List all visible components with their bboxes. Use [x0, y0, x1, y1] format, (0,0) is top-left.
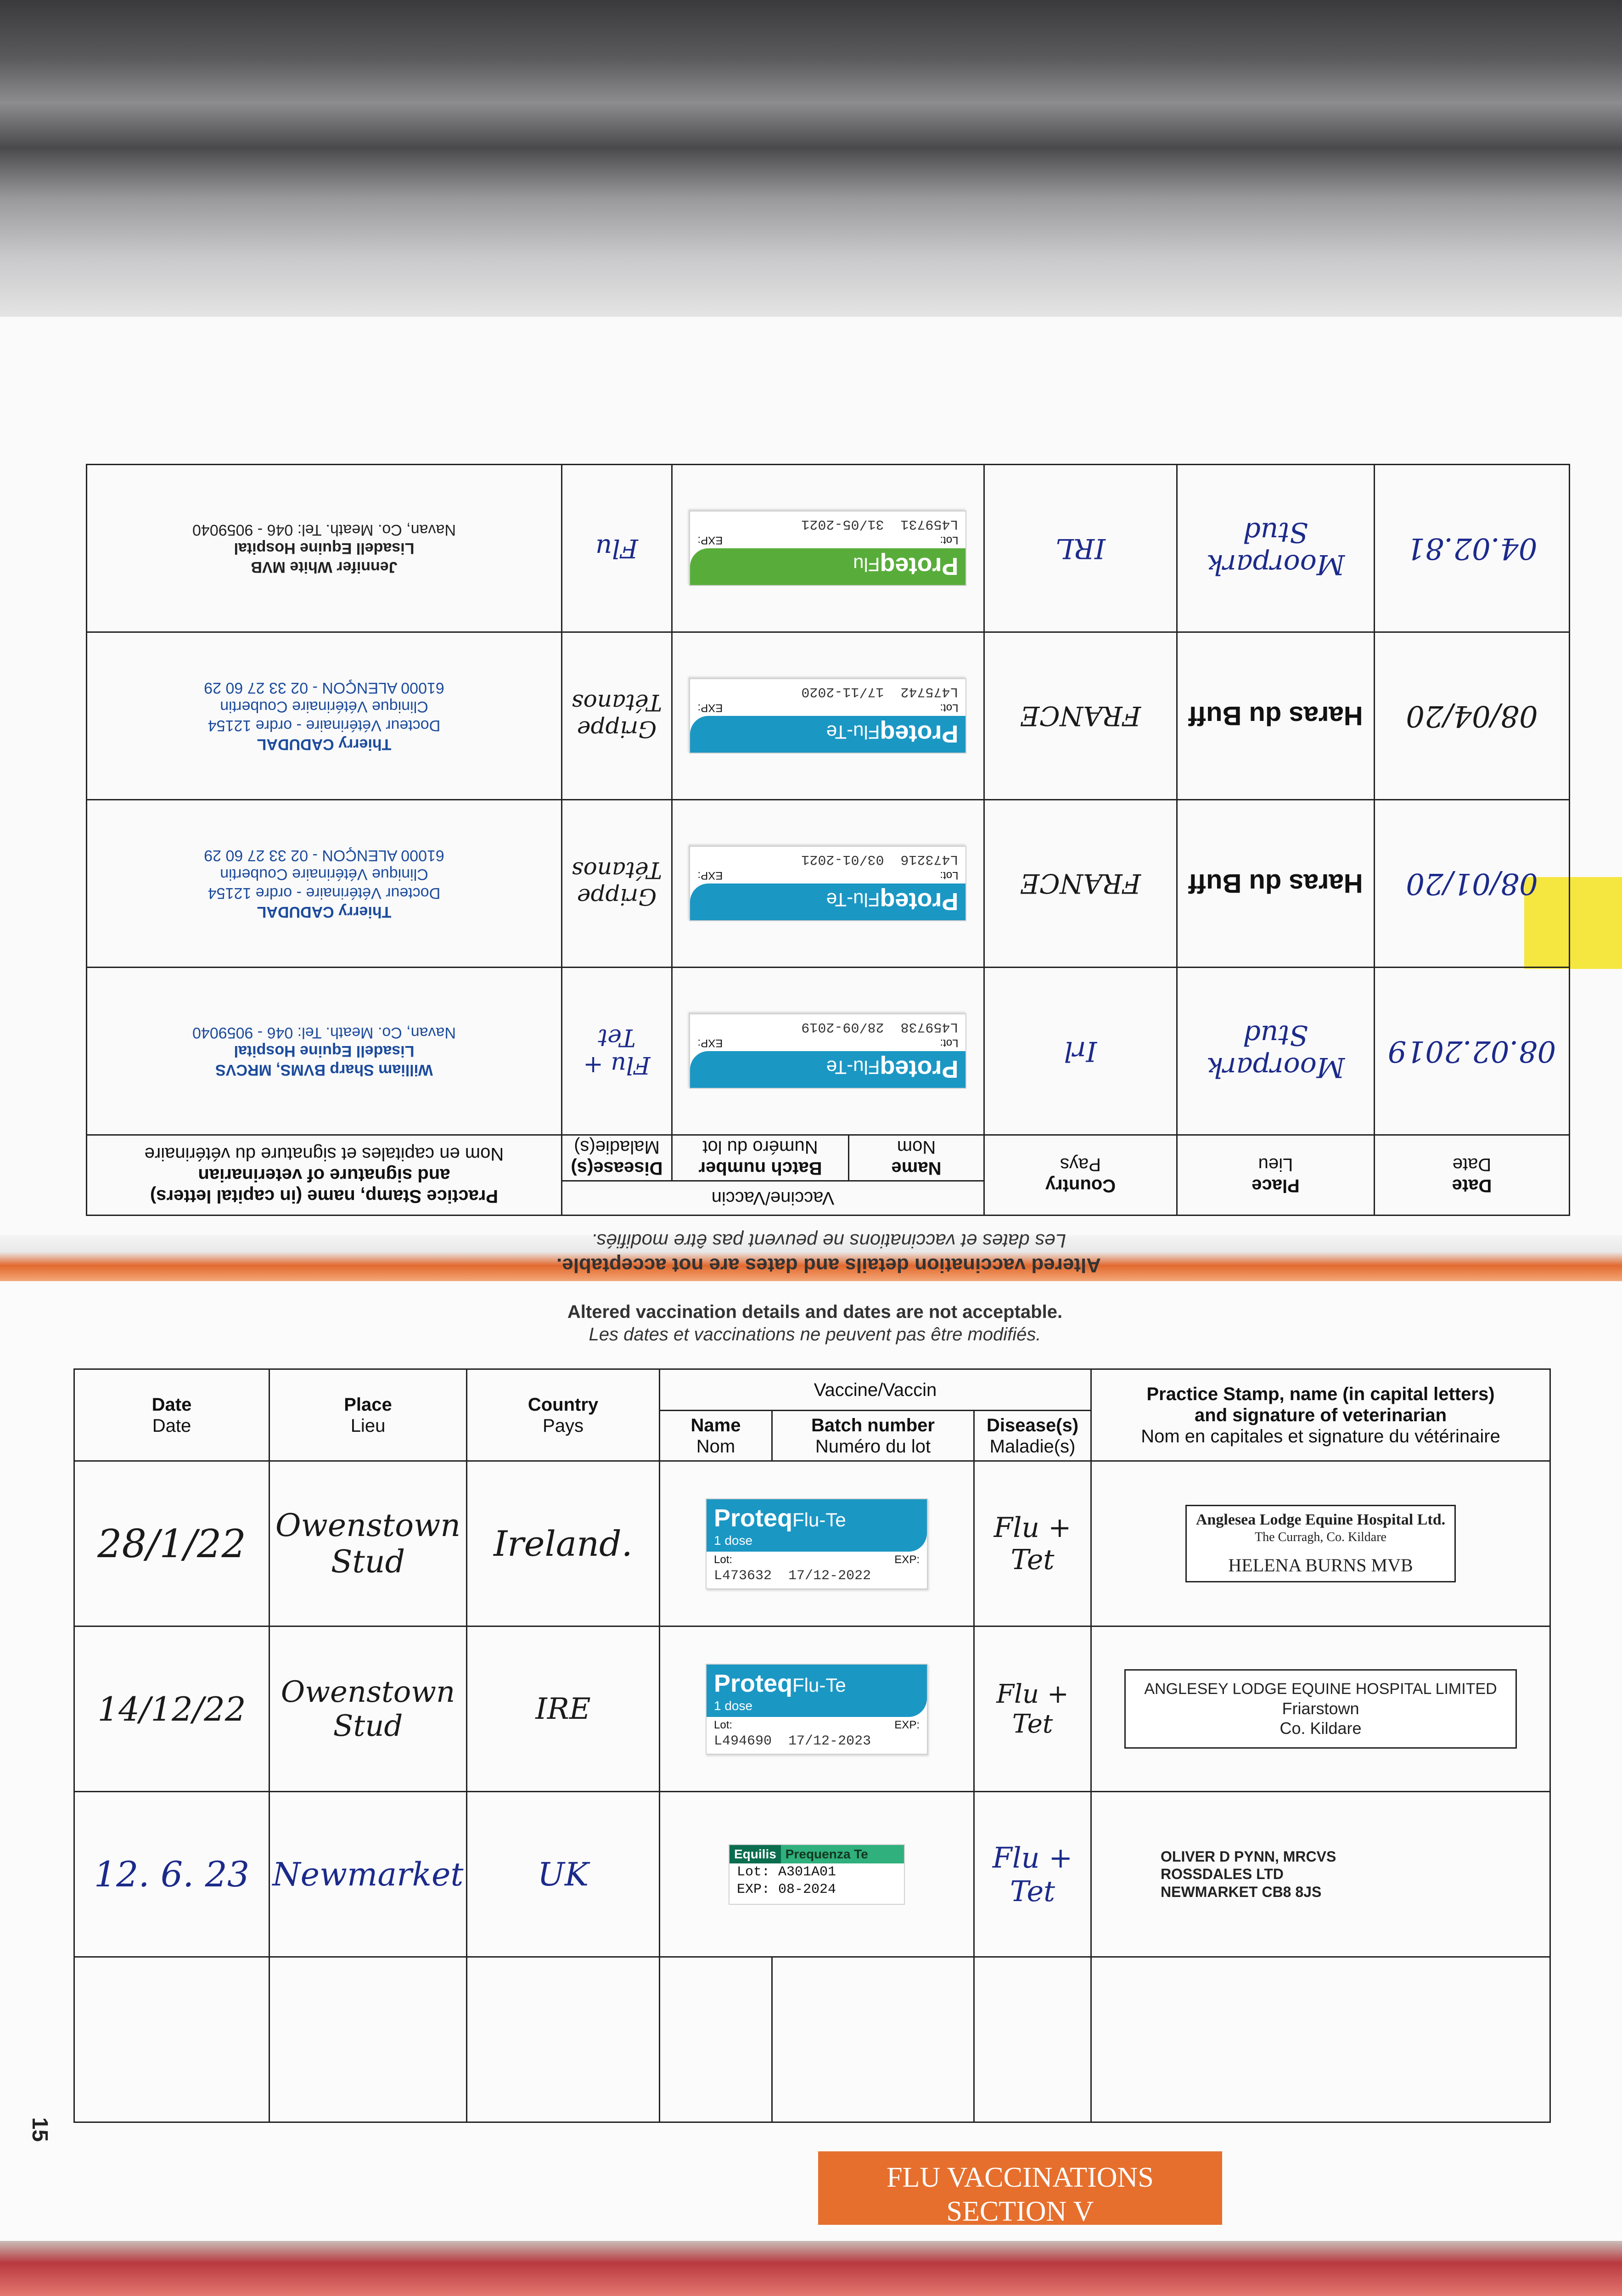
row-country: UK	[467, 1792, 660, 1957]
lower-notice	[73, 1302, 1556, 1345]
row-place: Owenstown Stud	[269, 1626, 467, 1792]
upper-table	[86, 464, 1570, 1216]
row-disease: Grippe Tétanos	[561, 800, 672, 968]
row-disease: Grippe Tétanos	[561, 632, 672, 800]
row-disease: Flu + Tet	[974, 1626, 1091, 1792]
notice-fr: Les dates et vaccinations ne peuvent pas être modifiés.	[591, 1230, 1066, 1252]
section-tab-title: FLU VACCINATIONS	[887, 2162, 1154, 2193]
header-vaccine: Vaccine/Vaccin	[561, 1181, 984, 1216]
lower-table	[73, 1368, 1551, 2123]
header-name: Name Nom	[660, 1411, 772, 1461]
notice-en: Altered vaccination details and dates are not acceptable.	[567, 1302, 1063, 1322]
header-disease: Disease(s) Maladie(s)	[974, 1411, 1091, 1461]
row-date: 08/04/20	[1375, 632, 1570, 800]
row-date: 12. 6. 23	[74, 1792, 269, 1957]
vaccine-sticker: ProteqFlu-Te Lot: EXP: L473216 03/01-2021	[672, 800, 984, 968]
vaccine-sticker: ProteqFlu-Te 1 dose Lot: EXP: L473632 17/12-2022	[660, 1461, 974, 1626]
row-disease: Flu + Tet	[561, 968, 672, 1135]
lower-vaccination-table	[73, 1368, 1549, 2123]
vet-stamp: OLIVER D PYNN, MRCVS ROSSDALES LTD NEWMARKET CB8 8JS	[1091, 1792, 1550, 1957]
page-number: 15	[28, 2117, 52, 2142]
upper-vaccination-table	[87, 404, 1570, 1277]
row-country: Ireland.	[467, 1461, 660, 1626]
header-place: Place Lieu	[1177, 1135, 1375, 1216]
vaccine-sticker: Equilis Prequenza Te Lot: A301A01 EXP: 08-2024	[660, 1792, 974, 1957]
row-date: 14/12/22	[74, 1626, 269, 1792]
row-country: Irl	[984, 968, 1177, 1135]
header-stamp: Practice Stamp, name (in capital letters) and signature of veterinarian Nom en capitales et signature du vétérinaire	[1091, 1369, 1550, 1461]
row-date: 28/1/22	[74, 1461, 269, 1626]
row-place: Haras du Buff	[1177, 800, 1375, 968]
header-stamp: Practice Stamp, name (in capital letters) and signature of veterinarian Nom en capitales et signature du vétérinaire	[86, 1135, 561, 1216]
header-country: Country Pays	[467, 1369, 660, 1461]
binder-edge	[0, 2241, 1622, 2296]
table-row	[74, 1461, 1550, 1626]
row-place: Haras du Buff	[1177, 632, 1375, 800]
row-disease: Flu + Tet	[974, 1792, 1091, 1957]
row-place: Newmarket	[269, 1792, 467, 1957]
vaccine-sticker: ProteqFlu-Te 1 dose Lot: EXP: L494690 17/12-2023	[660, 1626, 974, 1792]
table-row	[74, 1792, 1550, 1957]
header-date: Date Date	[74, 1369, 269, 1461]
vaccine-sticker: ProteqFlu-Te Lot: EXP: L475742 17/11-2020	[672, 632, 984, 800]
vet-stamp: William Sharp BVMS, MRCVS Lisadell Equine Hospital Navan, Co. Meath. Tel: 046 - 9059040	[86, 968, 561, 1135]
vet-stamp: ANGLESEY LODGE EQUINE HOSPITAL LIMITED Friarstown Co. Kildare	[1091, 1626, 1550, 1792]
section-tab	[818, 2151, 1222, 2228]
vaccine-sticker: ProteqFlu Lot: EXP: L459731 31/05-2021	[672, 465, 984, 632]
table-row-empty	[74, 1957, 1550, 2122]
vet-stamp: Thierry CADUDAL Docteur Vétérinaire - ordre 12154 Clinique Vétérinaire Coubertin 61000 ALENÇON - 02 33 27 60 29	[86, 800, 561, 968]
header-date: Date Date	[1375, 1135, 1570, 1216]
row-date: 08.02.2019	[1375, 968, 1570, 1135]
row-disease: Flu	[561, 465, 672, 632]
notice-en: Altered vaccination details and dates are not acceptable.	[556, 1254, 1101, 1277]
header-name: Name Nom	[849, 1135, 984, 1181]
row-place: Moorpark Stud	[1177, 968, 1375, 1135]
row-disease: Flu + Tet	[974, 1461, 1091, 1626]
row-date: 04.02.81	[1375, 465, 1570, 632]
header-batch: Batch number Numéro du lot	[772, 1411, 974, 1461]
header-country: Country Pays	[984, 1135, 1177, 1216]
row-place: Moorpark Stud	[1177, 465, 1375, 632]
vet-stamp: Thierry CADUDAL Docteur Vétérinaire - ordre 12154 Clinique Vétérinaire Coubertin 61000 ALENÇON - 02 33 27 60 29	[86, 632, 561, 800]
header-disease: Disease(s) Maladie(s)	[561, 1135, 672, 1181]
table-row	[86, 465, 1569, 632]
notice-fr: Les dates et vaccinations ne peuvent pas être modifiés.	[589, 1324, 1041, 1345]
row-country: FRANCE	[984, 800, 1177, 968]
table-row	[86, 800, 1569, 968]
table-row	[74, 1626, 1550, 1792]
binder-sleeve	[0, 0, 1622, 321]
row-date: 08/01/20	[1375, 800, 1570, 968]
row-country: FRANCE	[984, 632, 1177, 800]
header-place: Place Lieu	[269, 1369, 467, 1461]
row-country: IRL	[984, 465, 1177, 632]
vet-stamp: Anglesea Lodge Equine Hospital Ltd. The Curragh, Co. Kildare HELENA BURNS MVB	[1091, 1461, 1550, 1626]
header-vaccine: Vaccine/Vaccin	[660, 1369, 1091, 1411]
table-row	[86, 632, 1569, 800]
upper-notice	[87, 1230, 1570, 1277]
row-country: IRE	[467, 1626, 660, 1792]
vet-stamp: Jennifer White MVB Lisadell Equine Hospital Navan, Co. Meath. Tel: 046 - 9059040	[86, 465, 561, 632]
table-row	[86, 968, 1569, 1135]
section-tab-subtitle: SECTION V	[946, 2196, 1094, 2228]
header-batch: Batch number Numéro du lot	[672, 1135, 849, 1181]
row-place: Owenstown Stud	[269, 1461, 467, 1626]
vaccine-sticker: ProteqFlu-Te Lot: EXP: L459738 28/09-2019	[672, 968, 984, 1135]
